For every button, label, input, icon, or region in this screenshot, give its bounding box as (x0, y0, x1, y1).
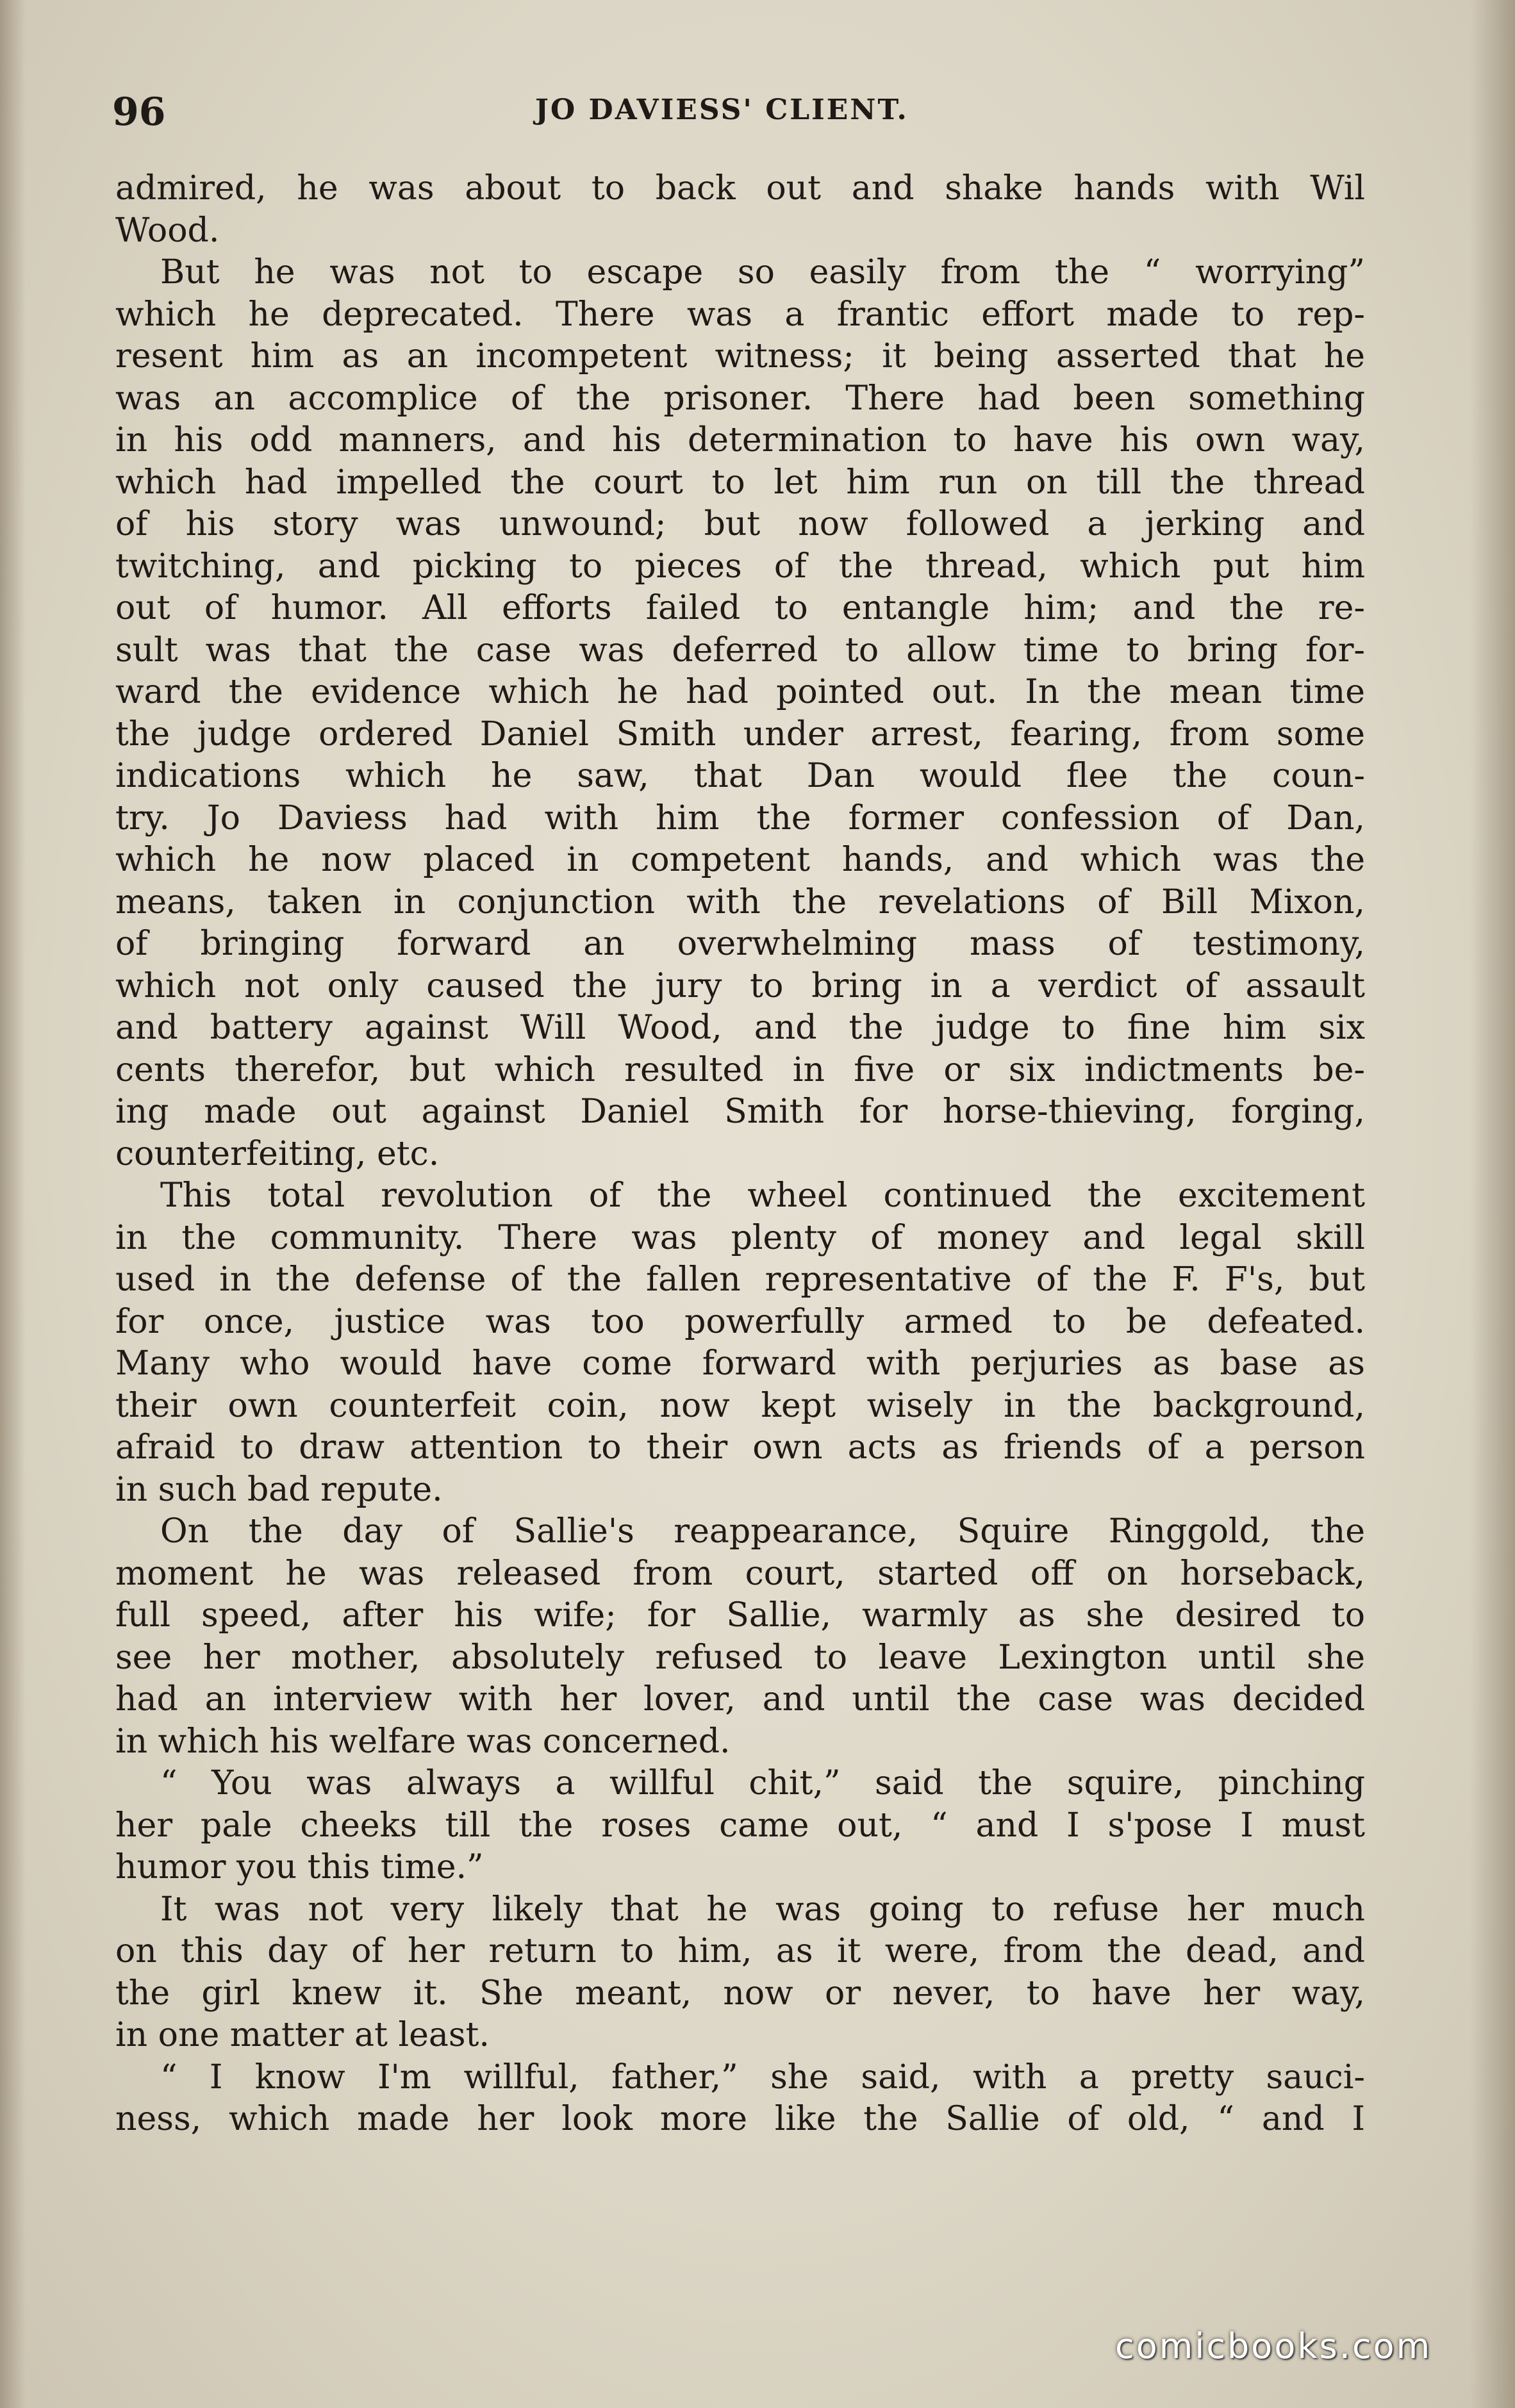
text-line: out of humor. All efforts failed to entangle him; and the re- (115, 589, 1365, 627)
watermark: comicbooks.com (1115, 2326, 1432, 2366)
text-line: the girl knew it. She meant, now or never, to have her way, (115, 1974, 1365, 2013)
text-line: On the day of Sallie's reappearance, Squire Ringgold, the (160, 1512, 1365, 1551)
text-line: in the community. There was plenty of money and legal skill (115, 1218, 1365, 1257)
body-text (115, 168, 1365, 2141)
text-line: sult was that the case was deferred to allow time to bring for- (115, 631, 1365, 670)
text-line: which he deprecated. There was a frantic effort made to rep- (115, 295, 1365, 334)
page-right-edge-shadow (1470, 0, 1515, 2408)
text-line: which he now placed in competent hands, and which was the (115, 841, 1365, 879)
text-line: cents therefor, but which resulted in five or six indictments be- (115, 1050, 1365, 1089)
running-title: JO DAVIESS' CLIENT. (535, 94, 909, 126)
text-line: humor you this time.” (115, 1848, 484, 1886)
text-line: full speed, after his wife; for Sallie, warmly as she desired to (115, 1596, 1365, 1635)
text-line: see her mother, absolutely refused to leave Lexington until she (115, 1638, 1365, 1677)
text-line: was an accomplice of the prisoner. There had been something (115, 379, 1365, 418)
running-head (112, 90, 1368, 141)
text-line: for once, justice was too powerfully armed to be defeated. (115, 1302, 1365, 1341)
text-line: her pale cheeks till the roses came out, “ and I s'pose I must (115, 1806, 1365, 1845)
text-line: in which his welfare was concerned. (115, 1722, 731, 1761)
page-number: 96 (112, 90, 166, 135)
text-line: indications which he saw, that Dan would flee the coun- (115, 757, 1365, 795)
text-line: ward the evidence which he had pointed out. In the mean time (115, 673, 1365, 711)
text-line: twitching, and picking to pieces of the thread, which put him (115, 547, 1365, 586)
page-left-edge-shadow (0, 0, 26, 2408)
text-line: their own counterfeit coin, now kept wisely in the background, (115, 1386, 1365, 1425)
text-line: Wood. (115, 211, 220, 250)
text-line: means, taken in conjunction with the revelations of Bill Mixon, (115, 882, 1365, 921)
text-line: resent him as an incompetent witness; it being asserted that he (115, 337, 1365, 375)
text-line: in such bad repute. (115, 1470, 443, 1509)
text-line: afraid to draw attention to their own acts as friends of a person (115, 1428, 1365, 1467)
text-line: “ I know I'm willful, father,” she said, with a pretty sauci- (160, 2058, 1365, 2097)
text-line: used in the defense of the fallen representative of the F. F's, but (115, 1260, 1365, 1299)
text-line: had an interview with her lover, and until the case was decided (115, 1680, 1365, 1719)
text-line: “ You was always a willful chit,” said the squire, pinching (160, 1764, 1365, 1802)
text-line: ing made out against Daniel Smith for horse-thieving, forging, (115, 1093, 1365, 1131)
text-line: in his odd manners, and his determination to have his own way, (115, 421, 1365, 459)
text-line: ness, which made her look more like the Sallie of old, “ and I (115, 2100, 1365, 2138)
text-line: on this day of her return to him, as it were, from the dead, and (115, 1932, 1365, 1970)
text-line: and battery against Will Wood, and the judge to fine him six (115, 1009, 1365, 1047)
text-line: It was not very likely that he was going to refuse her much (160, 1890, 1365, 1929)
text-line: which not only caused the jury to bring in a verdict of assault (115, 966, 1365, 1005)
text-line: But he was not to escape so easily from the “ worrying” (160, 253, 1365, 292)
text-line: admired, he was about to back out and shake hands with Wil (115, 169, 1365, 208)
text-line: try. Jo Daviess had with him the former confession of Dan, (115, 798, 1365, 837)
text-line: which had impelled the court to let him run on till the thread (115, 463, 1365, 502)
text-line: in one matter at least. (115, 2016, 490, 2054)
text-line: counterfeiting, etc. (115, 1134, 440, 1173)
text-line: of his story was unwound; but now followed a jerking and (115, 505, 1365, 543)
text-line: This total revolution of the wheel continued the excitement (160, 1176, 1365, 1215)
text-line: moment he was released from court, started off on horseback, (115, 1554, 1365, 1593)
text-line: Many who would have come forward with perjuries as base as (115, 1344, 1365, 1383)
text-line: the judge ordered Daniel Smith under arrest, fearing, from some (115, 714, 1365, 754)
text-line: of bringing forward an overwhelming mass of testimony, (115, 925, 1365, 963)
